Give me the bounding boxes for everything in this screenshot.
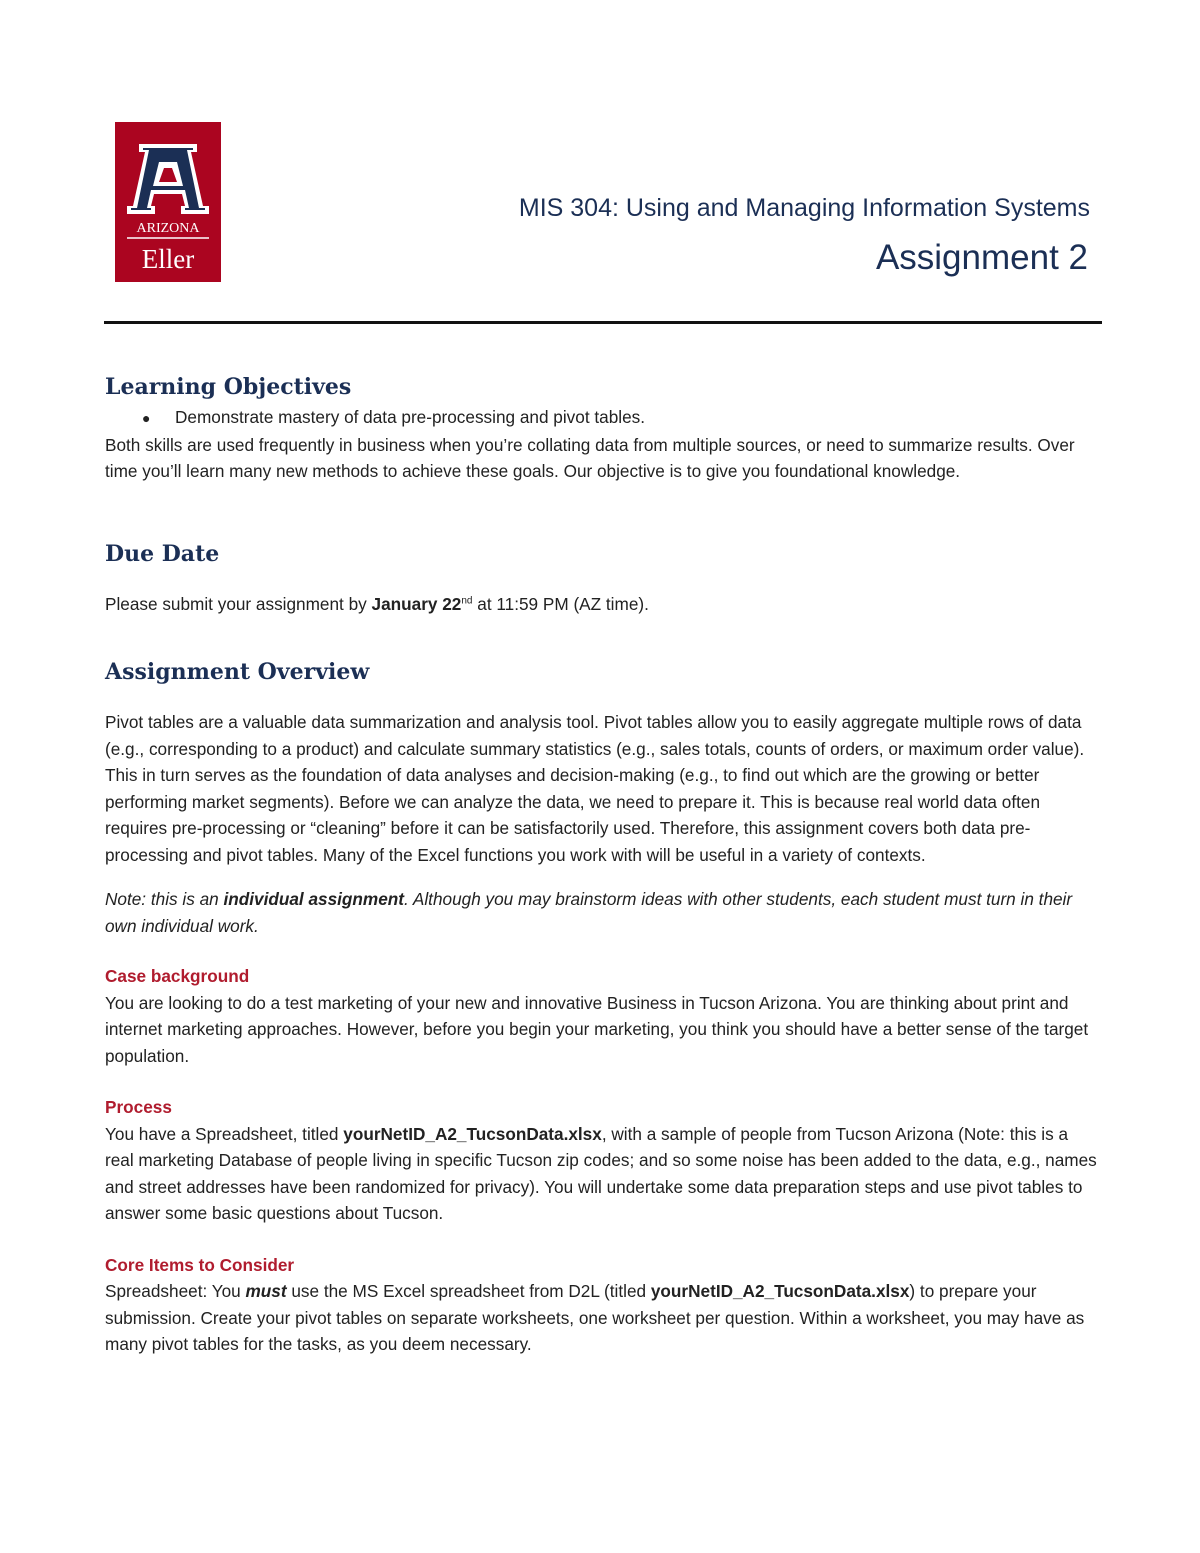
due-date-text: Please submit your assignment by January 22nd at 11:59 PM (AZ time). bbox=[105, 593, 649, 614]
learning-objectives-text: Both skills are used frequently in business when you’re collating data from multiple sources, or need to summarize results. Over time you’ll learn many new methods to achieve these goals. Our objective is to give you foundational knowledge. bbox=[105, 434, 1075, 481]
course-title: MIS 304: Using and Managing Information Systems bbox=[518, 194, 1090, 222]
document-body bbox=[105, 370, 1100, 1358]
logo-line1: ARIZONA bbox=[136, 221, 200, 236]
spreadsheet-filename: yourNetID_A2_TucsonData.xlsx bbox=[343, 1123, 602, 1144]
due-date-heading: Due Date bbox=[105, 540, 220, 567]
case-background-text: You are looking to do a test marketing of your new and innovative Business in Tucson Arizona. You are thinking about print and internet marketing approaches. However, before you begin your marketing, you think you should have a better sense of the target population. bbox=[105, 992, 1089, 1066]
bullet-icon: ● bbox=[142, 410, 151, 426]
case-background-heading: Case background bbox=[105, 966, 250, 986]
eller-logo bbox=[115, 122, 221, 282]
assignment-overview-heading: Assignment Overview bbox=[105, 659, 370, 685]
learning-objectives-heading: Learning Objectives bbox=[105, 374, 352, 400]
objective-bullet-item bbox=[105, 404, 1100, 432]
process-heading: Process bbox=[105, 1097, 172, 1117]
overview-text: Pivot tables are a valuable data summarization and analysis tool. Pivot tables allow you to easily aggregate multiple rows of data (e.g., corresponding to a product) and calculate summary statistics (e.g., sales totals, counts of orders, or maximum order value). This in turn serves as the foundation of data analyses and decision-making (e.g., to find out which are the growing or better performing market segments). Before we can analyze the data, we need to prepare it. This is because real world data often requires pre-processing or “cleaning” before it can be satisfactorily used. Therefore, this assignment covers both data pre-processing and pivot tables. Many of the Excel functions you work with will be useful in a variety of contexts. bbox=[105, 712, 1085, 865]
objective-bullet-text: Demonstrate mastery of data pre-processing and pivot tables. bbox=[175, 407, 646, 427]
process-text: You have a Spreadsheet, titled yourNetID_A2_TucsonData.xlsx, with a sample of people from Tucson Arizona (Note: this is a real marketing Database of people living in specific Tucson zip codes; and so some noise has been added to the data, e.g., names and street addresses have been randomized for privacy). You will undertake some data preparation steps and use pivot tables to answer some basic questions about Tucson. bbox=[105, 1123, 1097, 1223]
assignment-title: Assignment 2 bbox=[875, 238, 1088, 277]
logo-line2: Eller bbox=[141, 244, 195, 274]
individual-note: Note: this is an individual assignment. Although you may brainstorm ideas with other students, each student must turn in their own individual work. bbox=[105, 889, 1073, 936]
core-items-text: Spreadsheet: You must use the MS Excel spreadsheet from D2L (titled yourNetID_A2_TucsonData.xlsx) to prepare your submission. Create your pivot tables on separate worksheets, one worksheet per question. Within a worksheet, you may have as many pivot tables for the tasks, as you deem necessary. bbox=[105, 1281, 1085, 1354]
header-divider bbox=[104, 321, 1102, 324]
core-items-heading: Core Items to Consider bbox=[105, 1254, 295, 1275]
due-date-value: January 22 bbox=[371, 593, 462, 614]
spreadsheet-filename-2: yourNetID_A2_TucsonData.xlsx bbox=[650, 1281, 910, 1301]
